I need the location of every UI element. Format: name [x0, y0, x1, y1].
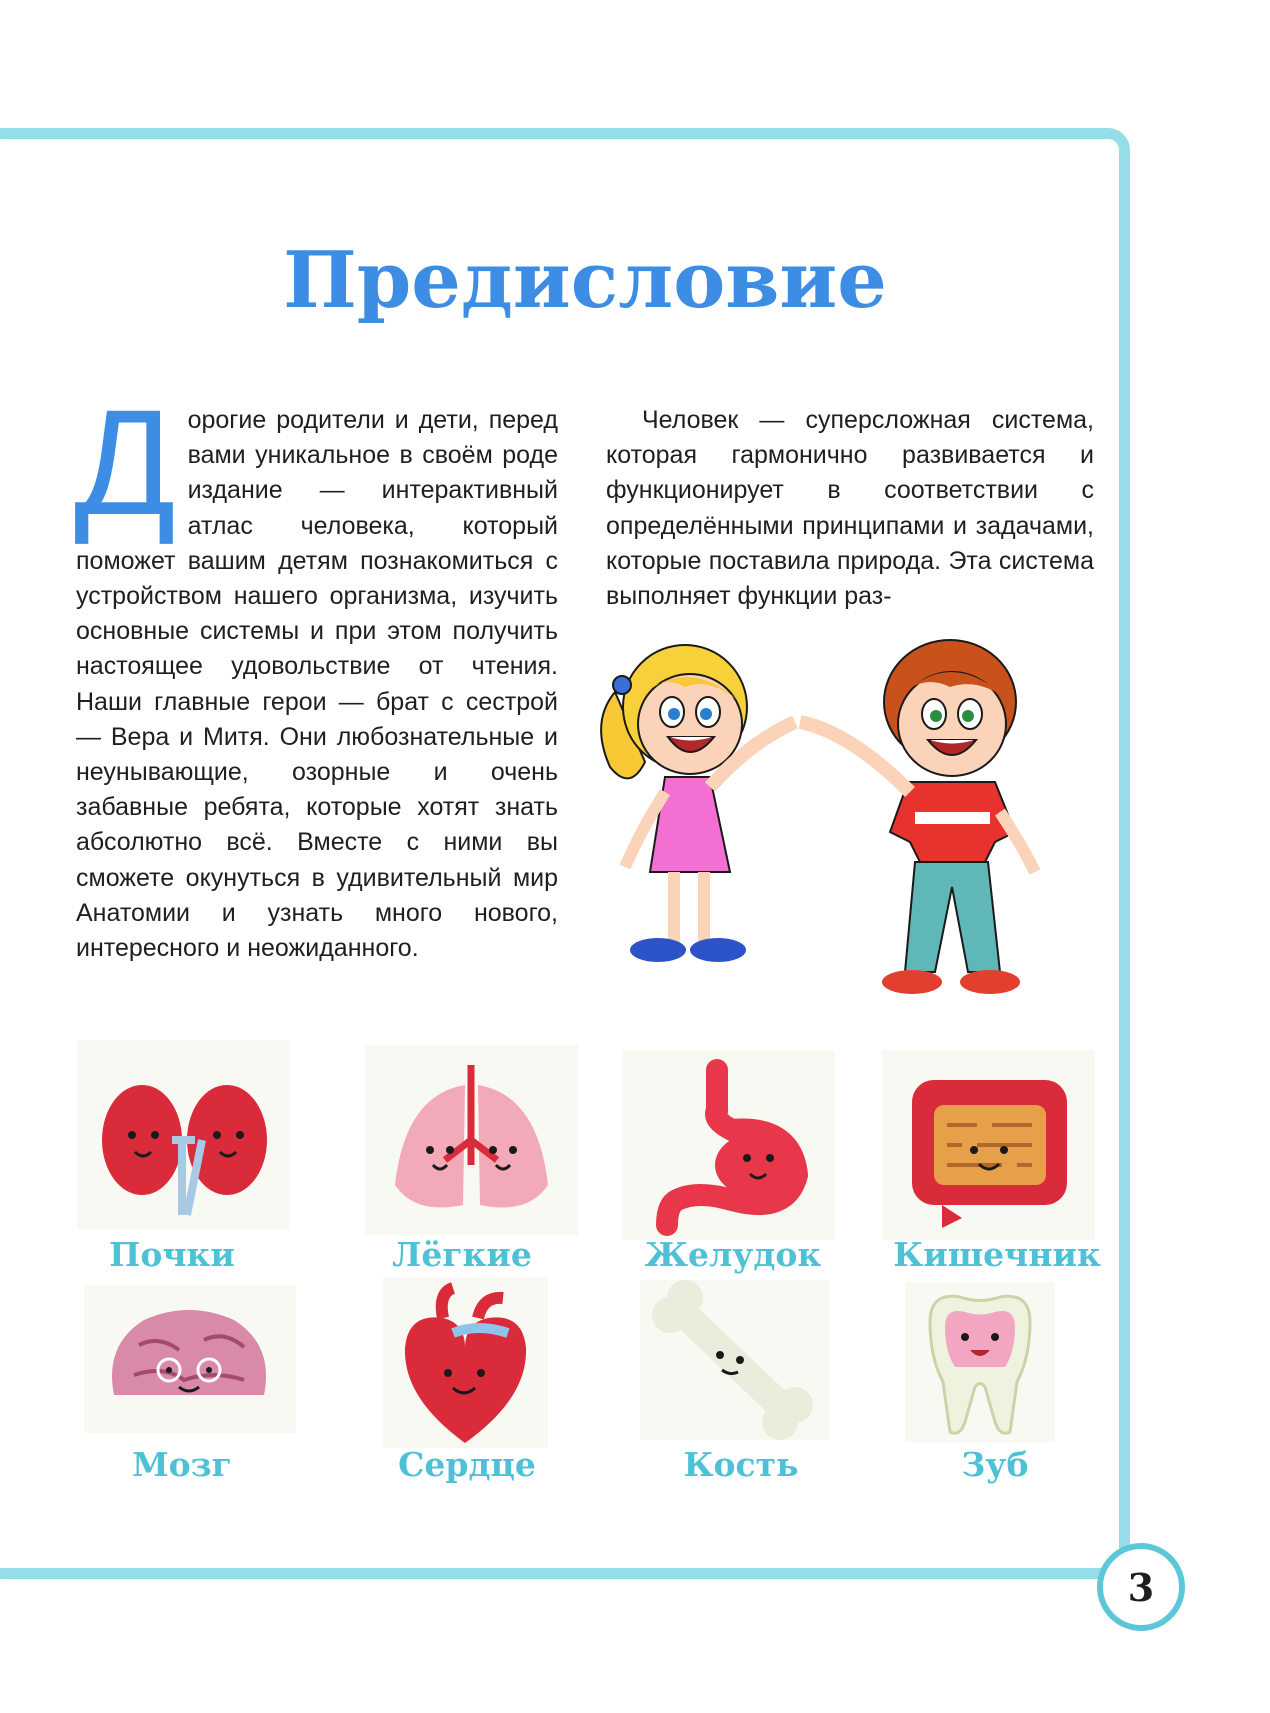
kidneys-icon: [77, 1040, 290, 1230]
intro-left-text: орогие родители и дети, перед вами уникальное в своём роде издание — интерактивный атлас человека, который поможет вашим детям познакомиться с устройством нашего организма, изучить основные системы и при этом получить настоящее удовольствие от чтения. Наши главные герои — брат с сестрой — Вера и Митя. Они любознательные и неунывающие, озорные и очень забавные ребята, которые хотят знать абсолютно всё. Вместе с ними вы сможете окунуться в удивительный мир Анатомии и узнать много нового, интересного и неожиданного.: [76, 406, 558, 963]
boy-mitya-illustration: [800, 640, 1035, 994]
drop-cap: Д: [74, 378, 176, 546]
organ-label-brain: Мозг: [132, 1445, 232, 1484]
heart-icon: [383, 1278, 548, 1448]
organ-label-kidneys: Почки: [109, 1235, 235, 1274]
page-number: 3: [1097, 1543, 1185, 1631]
organ-label-lungs: Лёгкие: [392, 1235, 532, 1274]
organ-label-stomach: Желудок: [644, 1235, 822, 1274]
intestine-icon: [882, 1050, 1095, 1240]
organ-label-bone: Кость: [683, 1445, 799, 1484]
intro-right-column: [606, 403, 1094, 614]
organ-label-tooth: Зуб: [961, 1445, 1029, 1484]
lungs-icon: [365, 1045, 578, 1235]
page-title: Предисловие: [283, 235, 887, 326]
intro-left-column: [74, 378, 558, 966]
stomach-icon: [622, 1050, 835, 1240]
intro-right-text: Человек — суперсложная система, которая гармонично развивается и функционирует в соответствии с определёнными принципами и задачами, которые поставила природа. Эта система выполняет функции раз-: [606, 406, 1094, 611]
girl-vera-illustration: [601, 645, 795, 962]
kids-illustration: [590, 632, 1100, 1012]
brain-icon: [84, 1285, 296, 1433]
organ-label-heart: Сердце: [398, 1445, 536, 1484]
tooth-icon: [905, 1282, 1055, 1442]
bone-icon: [640, 1280, 830, 1440]
organ-label-intestine: Кишечник: [893, 1235, 1101, 1274]
